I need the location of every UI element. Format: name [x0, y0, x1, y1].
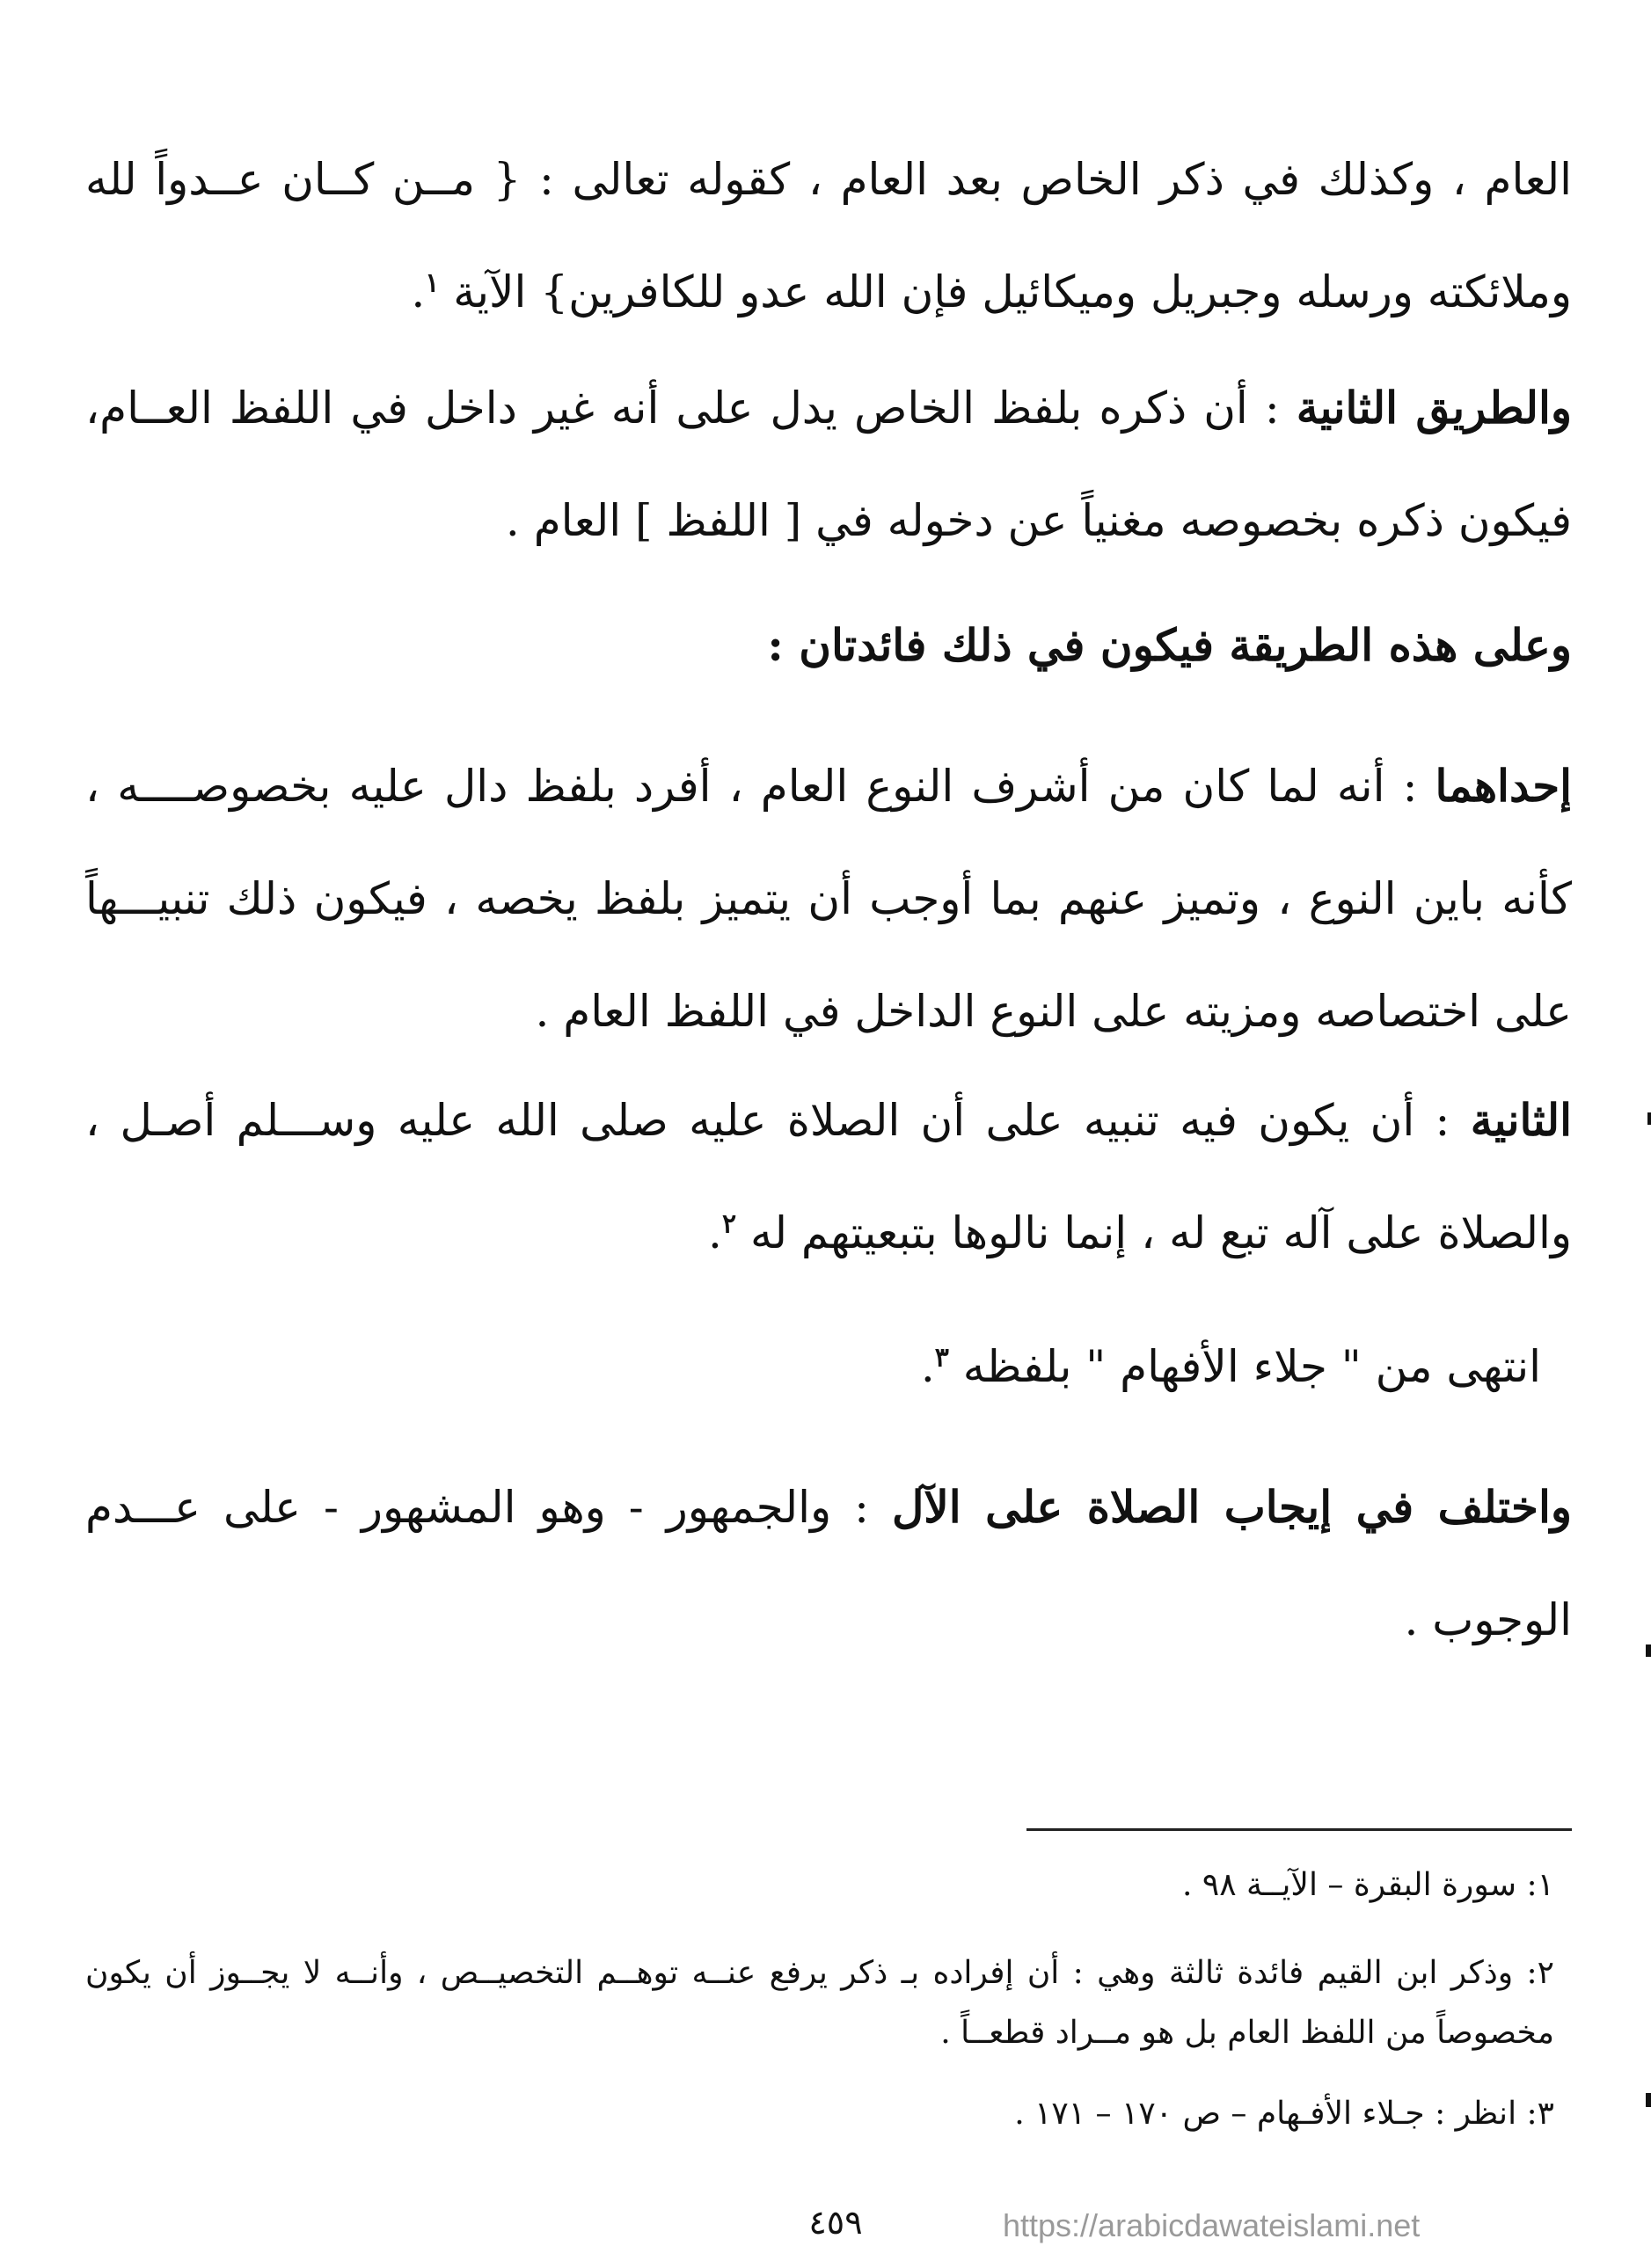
- footnote-reference-2: ٢: [721, 1208, 737, 1240]
- footnote-2: ٢: وذكر ابن القيم فائدة ثالثة وهي : أن إفراده بـ ذكر يرفع عنــه توهــم التخصيــص ، وأنــه لا يجــوز أن يكون مخصوصاً من اللفظ العام بل هو مــراد قطعــاً .: [85, 1955, 1554, 2051]
- footnote-1: ١: سورة البقرة – الآيــة ٩٨ .: [1182, 1867, 1554, 1903]
- scan-edge-mark: [1646, 2093, 1651, 2107]
- scan-edge-mark: [1646, 1644, 1651, 1657]
- paragraph-second-way: [85, 352, 1572, 577]
- paragraph-label-disagreement: واختلف في إيجاب الصلاة على الآل: [891, 1481, 1572, 1533]
- paragraph-text: العام ، وكذلك في ذكر الخاص بعد العام ، كقوله تعالى : { مــن كــان عــدواً لله وملائكته ورسله وجبريل وميكائيل فإن الله عدو للكافرين} الآية: [85, 154, 1572, 317]
- paragraph-second-benefit: الثانية : أن يكون فيه تنبيه على أن الصلاة عليه صلى الله عليه وســـلم أصـل ، والصلاة على آله تبع له ، إنما نالوها بتبعيتهم له $^٢$.: [85, 1094, 1572, 1258]
- paragraph-text: انتهى من " جلاء الأفهام " بلفظه: [962, 1341, 1541, 1392]
- paragraph-disagreement: [85, 1451, 1572, 1676]
- paragraph-label-second: الثانية: [1470, 1094, 1572, 1146]
- paragraph-general-after-specific: العام ، وكذلك في ذكر الخاص بعد العام ، كقوله تعالى : { مــن كــان عــدواً لله وملائكته ورسله وجبريل وميكائيل فإن الله عدو للكافرين} الآية $^١$.: [85, 154, 1572, 317]
- paragraph-label-second-way: والطريق الثانية: [1296, 382, 1572, 434]
- paragraph-first-benefit: [85, 730, 1572, 1068]
- watermark-url: https://arabicdawateislami.net: [1003, 2207, 1421, 2243]
- scan-edge-mark: [1647, 1112, 1651, 1125]
- paragraph-text: : أن يكون فيه تنبيه على أن الصلاة عليه صلى الله عليه وســـلم أصـل ، والصلاة على آله تبع له ، إنما نالوها بتبعيتهم له: [85, 1095, 1572, 1258]
- paragraph-label-first: إحداهما: [1435, 760, 1572, 812]
- section-heading-two-benefits: وعلى هذه الطريقة فيكون في ذلك فائدتان :: [767, 619, 1572, 671]
- paragraph-text: : والجمهور - وهو المشهور - على عـــدم الوجوب .: [85, 1482, 1572, 1645]
- footnote-3: ٣: انظر : جـلاء الأفـهام – ص ١٧٠ – ١٧١ .: [1014, 2096, 1554, 2132]
- footnote-reference-1: ١: [425, 267, 440, 299]
- footnote-separator: [1026, 1828, 1572, 1831]
- paragraph-text: : أنه لما كان من أشرف النوع العام ، أفرد بلفظ دال عليه بخصوصــــه ، كأنه باين النوع ، وتميز عنهم بما أوجب أن يتميز بلفظ يخصه ، فيكون ذلك تنبيـــهاً على اختصاصه ومزيته على النوع الداخل في اللفظ العام .: [85, 761, 1572, 1037]
- page-number: ٤٥٩: [808, 2203, 863, 2242]
- paragraph-quote-end: انتهى من " جلاء الأفهام " بلفظه $^٣$.: [920, 1341, 1541, 1392]
- footnote-reference-3: ٣: [934, 1342, 949, 1374]
- paragraph-text: : أن ذكره بلفظ الخاص يدل على أنه غير داخل في اللفظ العــام، فيكون ذكره بخصوصه مغنياً عن دخوله في [ اللفظ ] العام .: [85, 383, 1572, 546]
